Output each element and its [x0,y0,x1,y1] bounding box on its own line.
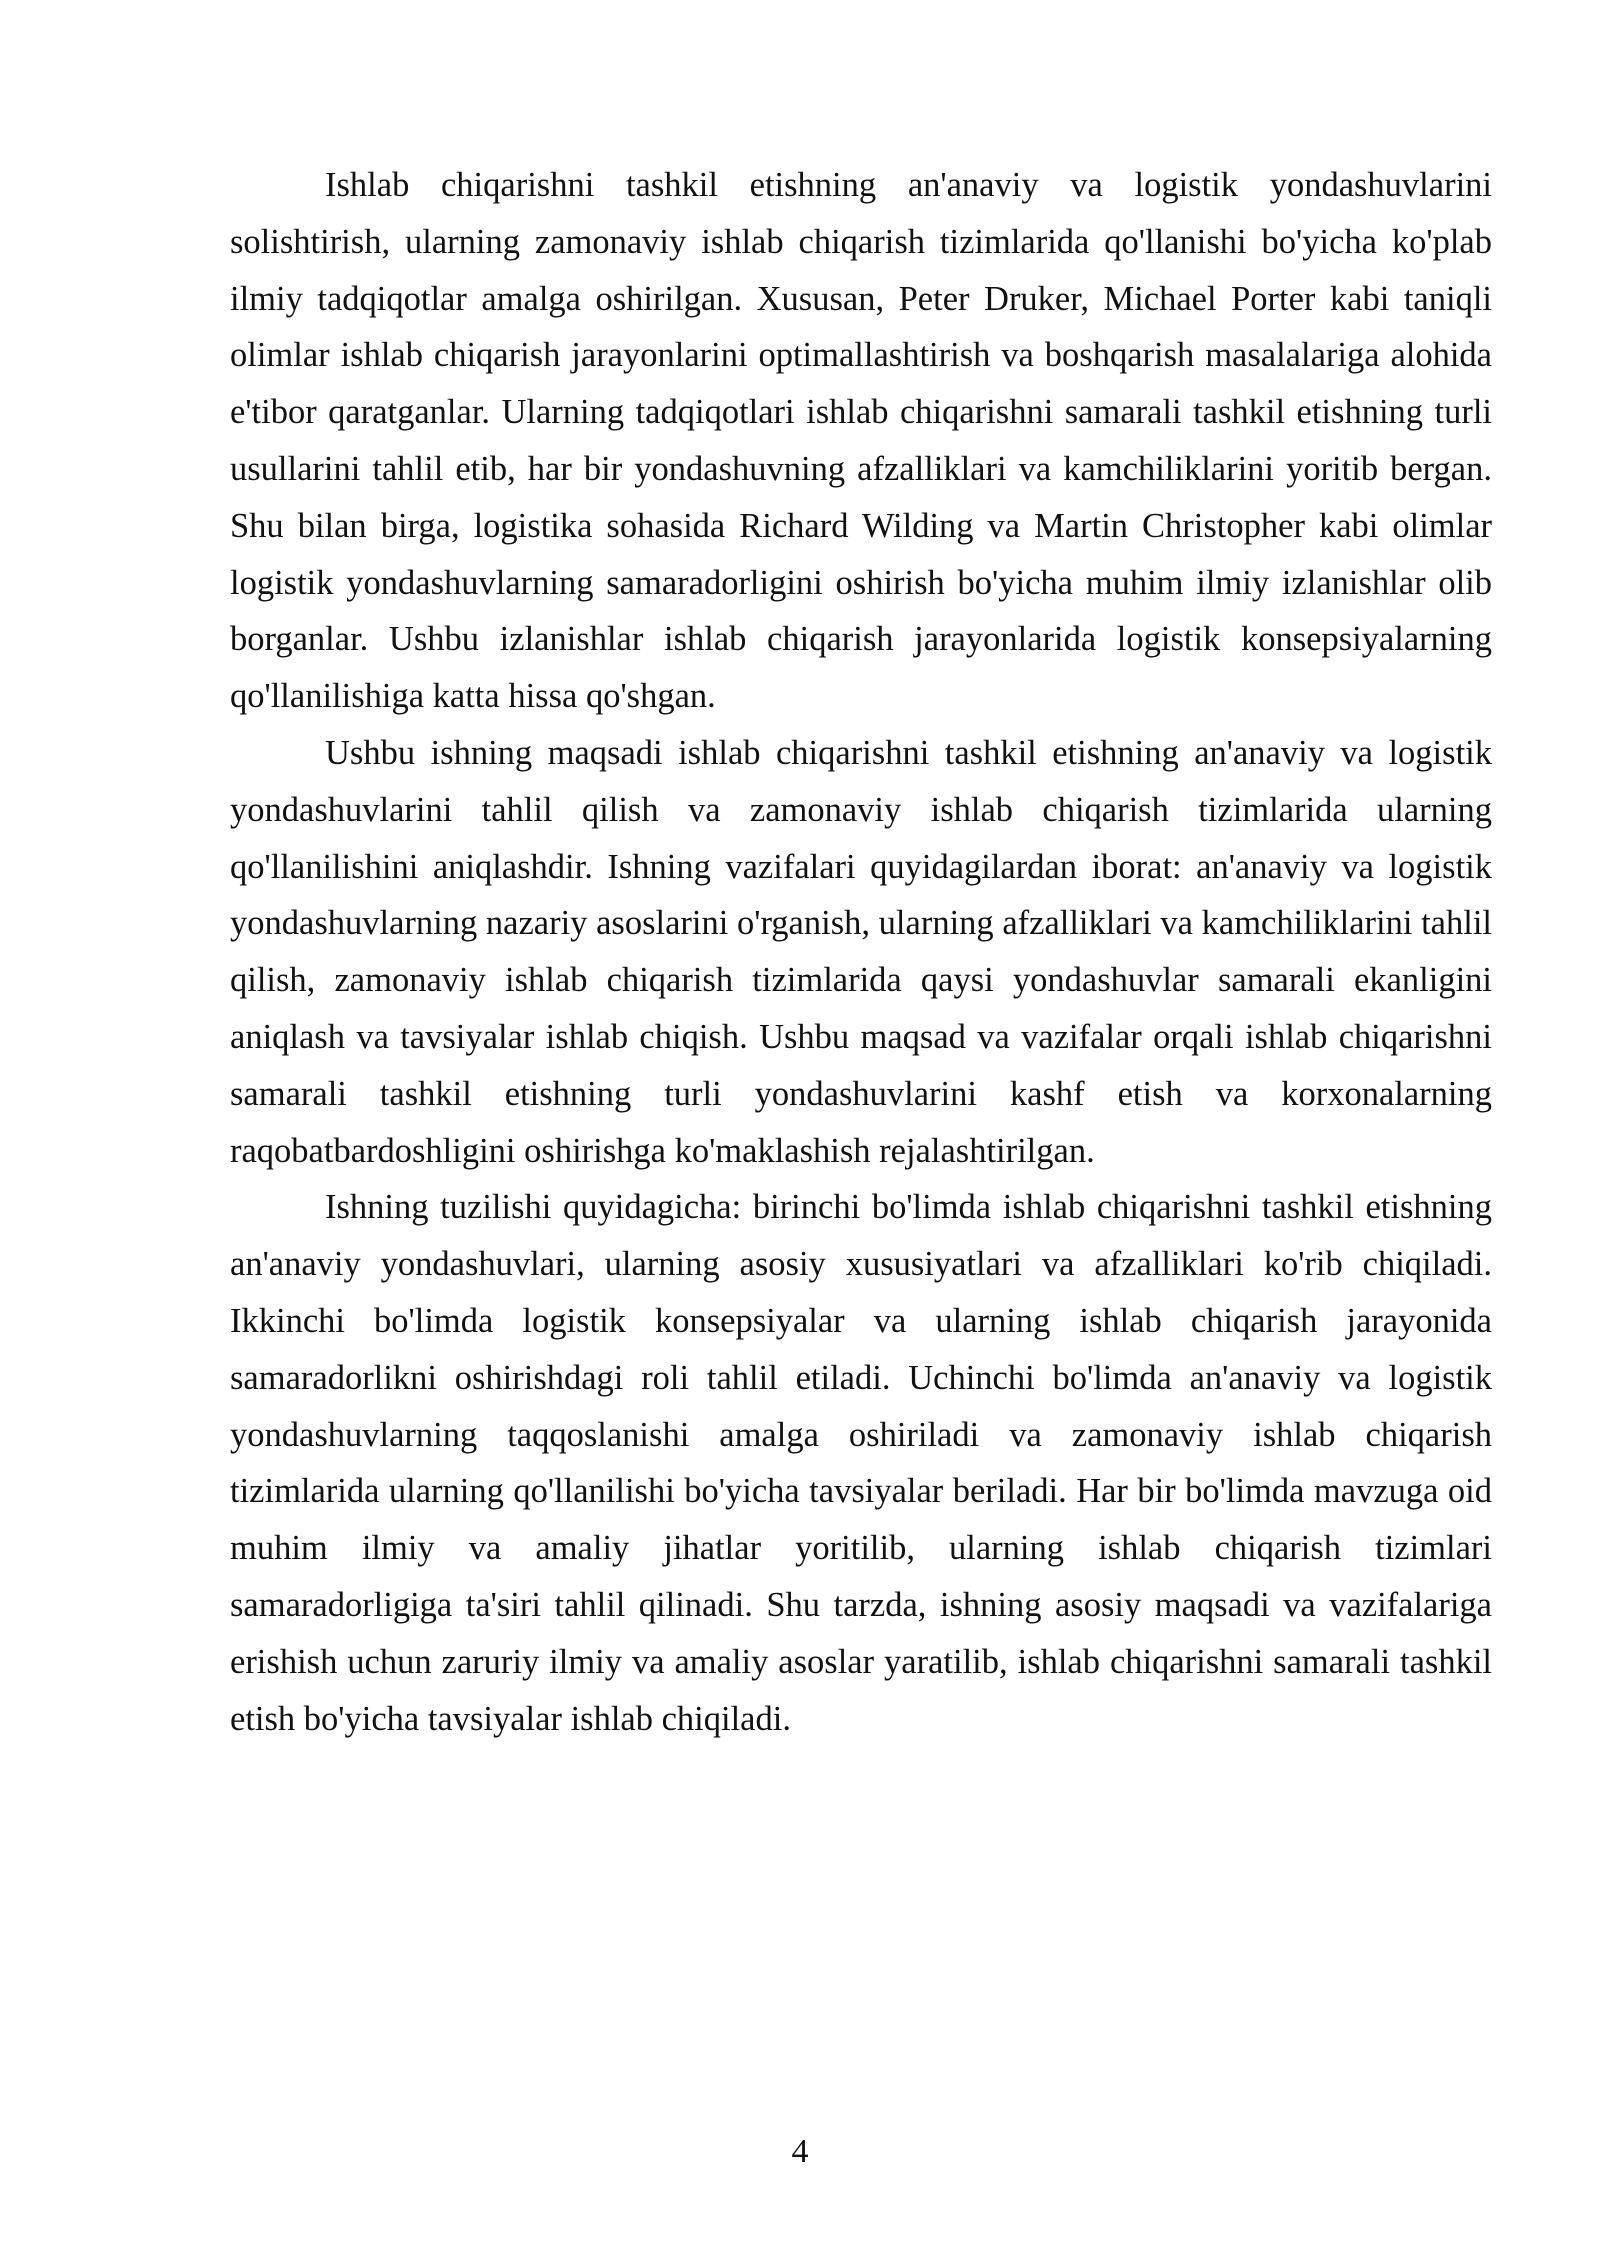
paragraph-literature-review: Ishlab chiqarishni tashkil etishning an'anaviy va logistik yondashuvlarini solishtirish, ularning zamonaviy ishlab chiqarish tizimlarida qo'llanishi bo'yicha ko'plab ilmiy tadqiqotlar amalga oshirilgan. Xususan, Peter Druker, Michael Porter kabi taniqli olimlar ishlab chiqarish jarayonlarini optimallashtirish va boshqarish masalalariga alohida e'tibor qaratganlar. Ularning tadqiqotlari ishlab chiqarishni samarali tashkil etishning turli usullarini tahlil etib, har bir yondashuvning afzalliklari va kamchiliklarini yoritib bergan. Shu bilan birga, logistika sohasida Richard Wilding va Martin Christopher kabi olimlar logistik yondashuvlarning samaradorligini oshirish bo'yicha muhim ilmiy izlanishlar olib borganlar. Ushbu izlanishlar ishlab chiqarish jarayonlarida logistik konsepsiyalarning qo'llanilishiga katta hissa qo'shgan. [230,166,1492,716]
paragraph-aims-objectives: Ushbu ishning maqsadi ishlab chiqarishni tashkil etishning an'anaviy va logistik yondashuvlarini tahlil qilish va zamonaviy ishlab chiqarish tizimlarida ularning qo'llanilishini aniqlashdir. Ishning vazifalari quyidagilardan iborat: an'anaviy va logistik yondashuvlarning nazariy asoslarini o'rganish, ularning afzalliklari va kamchiliklarini tahlil qilish, zamonaviy ishlab chiqarish tizimlarida qaysi yondashuvlar samarali ekanligini aniqlash va tavsiyalar ishlab chiqish. Ushbu maqsad va vazifalar orqali ishlab chiqarishni samarali tashkil etishning turli yondashuvlarini kashf etish va korxonalarning raqobatbardoshligini oshirishga ko'maklashish rejalashtirilgan. [230,733,1492,1170]
page-number: 4 [791,2133,809,2170]
paragraph-structure: Ishning tuzilishi quyidagicha: birinchi bo'limda ishlab chiqarishni tashkil etishning an'anaviy yondashuvlari, ularning asosiy xususiyatlari va afzalliklari ko'rib chiqiladi. Ikkinchi bo'limda logistik konsepsiyalar va ularning ishlab chiqarish jarayonida samaradorlikni oshirishdagi roli tahlil etiladi. Uchinchi bo'limda an'anaviy va logistik yondashuvlarning taqqoslanishi amalga oshiriladi va zamonaviy ishlab chiqarish tizimlarida ularning qo'llanilishi bo'yicha tavsiyalar beriladi. Har bir bo'limda mavzuga oid muhim ilmiy va amaliy jihatlar yoritilib, ularning ishlab chiqarish tizimlari samaradorligiga ta'siri tahlil qilinadi. Shu tarzda, ishning asosiy maqsadi va vazifalariga erishish uchun zaruriy ilmiy va amaliy asoslar yaratilib, ishlab chiqarishni samarali tashkil etish bo'yicha tavsiyalar ishlab chiqiladi. [230,1188,1492,1738]
body-text [230,157,1492,1747]
